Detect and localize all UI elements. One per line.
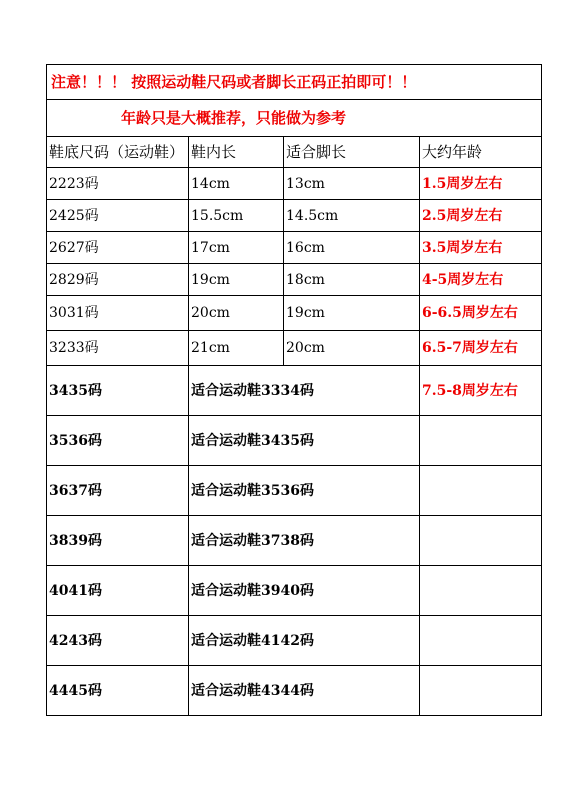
fit-cell: 适合运动鞋3435码 [189,416,420,466]
size-cell: 2627码 [47,232,189,264]
inner-length-cell: 21cm [189,331,284,366]
age-cell: 4-5周岁左右 [420,264,542,296]
foot-length-cell: 16cm [284,232,420,264]
foot-length-cell: 20cm [284,331,420,366]
header-age: 大约年龄 [420,137,542,168]
size-cell: 3031码 [47,296,189,331]
notice-text: 注意！！！ 按照运动鞋尺码或者脚长正码正拍即可！！ [47,65,542,100]
size-cell: 4445码 [47,666,189,716]
table-row [47,264,542,296]
table-row [47,296,542,331]
inner-length-cell: 20cm [189,296,284,331]
age-cell [420,566,542,616]
age-cell [420,516,542,566]
age-cell: 3.5周岁左右 [420,232,542,264]
size-cell: 2425码 [47,200,189,232]
fit-cell: 适合运动鞋3536码 [189,466,420,516]
foot-length-cell: 19cm [284,296,420,331]
size-cell: 3536码 [47,416,189,466]
table-row [47,232,542,264]
table-row [47,366,542,416]
fit-cell: 适合运动鞋3334码 [189,366,420,416]
advice-row [47,100,542,137]
header-foot-length: 适合脚长 [284,137,420,168]
age-cell [420,416,542,466]
inner-length-cell: 14cm [189,168,284,200]
size-cell: 2223码 [47,168,189,200]
age-cell [420,666,542,716]
notice-row [47,65,542,100]
size-cell: 3435码 [47,366,189,416]
inner-length-cell: 17cm [189,232,284,264]
table-row [47,666,542,716]
size-cell: 2829码 [47,264,189,296]
inner-length-cell: 19cm [189,264,284,296]
age-cell: 2.5周岁左右 [420,200,542,232]
size-cell: 4041码 [47,566,189,616]
header-sole-size: 鞋底尺码（运动鞋） [47,137,189,168]
foot-length-cell: 13cm [284,168,420,200]
fit-cell: 适合运动鞋3940码 [189,566,420,616]
foot-length-cell: 14.5cm [284,200,420,232]
age-cell: 6-6.5周岁左右 [420,296,542,331]
fit-cell: 适合运动鞋4142码 [189,616,420,666]
table-row [47,331,542,366]
size-cell: 3637码 [47,466,189,516]
fit-cell: 适合运动鞋4344码 [189,666,420,716]
table-row [47,516,542,566]
size-cell: 3839码 [47,516,189,566]
table-row [47,466,542,516]
size-cell: 3233码 [47,331,189,366]
size-chart-table [46,64,542,716]
age-cell: 1.5周岁左右 [420,168,542,200]
age-cell [420,466,542,516]
inner-length-cell: 15.5cm [189,200,284,232]
table-row [47,416,542,466]
foot-length-cell: 18cm [284,264,420,296]
table-row [47,616,542,666]
table-row [47,168,542,200]
table-row [47,566,542,616]
size-cell: 4243码 [47,616,189,666]
age-cell: 7.5-8周岁左右 [420,366,542,416]
age-cell: 6.5-7周岁左右 [420,331,542,366]
table-header-row [47,137,542,168]
header-inner-length: 鞋内长 [189,137,284,168]
age-cell [420,616,542,666]
fit-cell: 适合运动鞋3738码 [189,516,420,566]
advice-text: 年龄只是大概推荐，只能做为参考 [47,100,542,137]
table-row [47,200,542,232]
